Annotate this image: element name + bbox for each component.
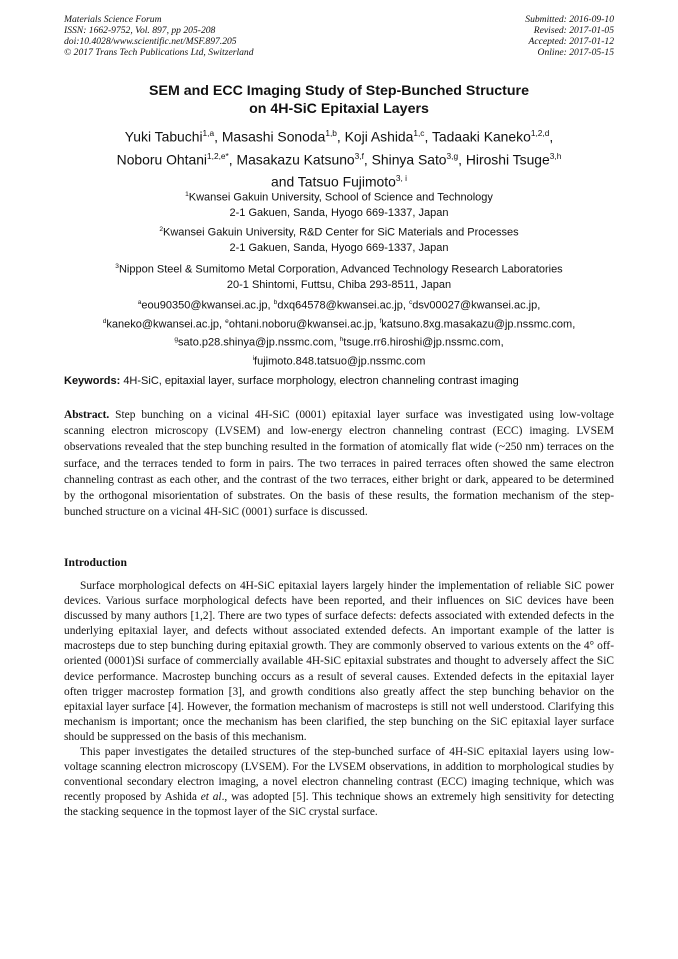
- paragraph: [64, 745, 614, 820]
- affil-address: 2-1 Gakuen, Sanda, Hyogo 669-1337, Japan: [229, 207, 449, 220]
- affiliation-3: [40, 259, 638, 294]
- email-mark: e: [225, 317, 229, 325]
- affil-institution: Nippon Steel & Sumitomo Metal Corporation, Advanced Technology Research Laboratories: [118, 263, 563, 276]
- online-date: Online: 2017-05-15: [537, 47, 614, 58]
- submitted-date: Submitted: 2016-09-10: [525, 14, 614, 25]
- email-address[interactable]: dsv00027@kwansei.ac.jp: [412, 299, 538, 312]
- affil-address: 2-1 Gakuen, Sanda, Hyogo 669-1337, Japan: [229, 242, 449, 255]
- paragraph-text: This paper investigates the detailed structures of the step-bunched surface of 4H-SiC epitaxial layers using low-voltage scanning electron microscopy (LVSEM). For the LVSEM observations, in addition to morphological studies by conventional secondary electron imaging, a novel electron channeling contrast (ECC) imaging technique, which was recently proposed by Ashida: [64, 746, 614, 804]
- author-affil-mark: 1,2,d: [530, 128, 550, 138]
- emails-line-1: $^a$eou90350@kwansei.ac.jp, $^b$dxq64578@kwansei.ac.jp, $^c$dsv00027@kwansei.ac.jp,: [137, 299, 541, 312]
- issn-volume: ISSN: 1662-9752, Vol. 897, pp 205-208: [64, 25, 216, 36]
- authors-line-2: [40, 147, 638, 170]
- email-address[interactable]: ohtani.noboru@kwansei.ac.jp: [228, 318, 374, 331]
- keywords-text: 4H-SiC, epitaxial layer, surface morphology, electron channeling contrast imaging: [123, 375, 519, 387]
- journal-header: [64, 14, 614, 58]
- paragraph-text: ., was adopted [5]. This technique shows an extremely high sensitivity for detecting the stacking sequence in the topmost layer of the SiC crystal surface.: [64, 791, 614, 819]
- introduction-heading: Introduction: [64, 556, 127, 569]
- author-name: and Tatsuo Fujimoto: [271, 173, 396, 190]
- author-affil-mark: 1,2,e*: [207, 150, 229, 161]
- abstract-label: Abstract.: [64, 409, 110, 421]
- title-line-2: on 4H-SiC Epitaxial Layers: [249, 101, 429, 117]
- affil-mark: 2: [159, 226, 164, 233]
- author-affil-mark: 1,b: [325, 128, 337, 138]
- author-name: Masakazu Katsuno: [236, 151, 355, 168]
- author-affil-mark: 1,c: [413, 128, 425, 138]
- author-separator: ,: [214, 128, 222, 145]
- email-mark: h: [339, 336, 344, 344]
- email-mark: i: [252, 354, 255, 362]
- email-address[interactable]: tsuge.rr6.hiroshi@jp.nssmc.com: [343, 336, 501, 349]
- accepted-date: Accepted: 2017-01-12: [528, 36, 614, 47]
- abstract: [64, 407, 614, 520]
- emails-line-4: [30, 351, 648, 370]
- author-list: [40, 124, 638, 192]
- author-separator: ,: [228, 151, 237, 168]
- author-separator: ,: [424, 128, 432, 145]
- email-mark: c: [409, 299, 413, 306]
- author-name: Hiroshi Tsuge: [465, 151, 550, 168]
- email-list: [30, 295, 648, 370]
- email-address[interactable]: dxq64578@kwansei.ac.jp: [277, 299, 403, 312]
- email-mark: b: [273, 299, 278, 306]
- emails-line-3: $^g$sato.p28.shinya@jp.nssmc.com, $^h$tsuge.rr6.hiroshi@jp.nssmc.com,: [174, 336, 504, 349]
- affiliation-1: [40, 187, 638, 222]
- affil-institution: Kwansei Gakuin University, R&D Center for SiC Materials and Processes: [163, 226, 519, 239]
- abstract-text: Step bunching on a vicinal 4H-SiC (0001) epitaxial layer surface was investigated using low-voltage scanning electron microscopy (LVSEM) and low-energy electron channeling contrast (ECC) imaging. LVSEM observations revealed that the step bunching resulted in the formation of atomically flat wide (~250 nm) terraces on the surface, and the terraces tended to form in pairs. The two terraces in paired terraces often showed the same electron channeling contrast as each other, and the contrast of the two terraces, either bright or dark, appeared to be determined by the orthogonal misorientation of substrates. On the basis of these results, the formation mechanism of the step-bunched structure on a vicinal 4H-SiC (0001) surface is discussed.: [64, 409, 614, 519]
- title-line-1: SEM and ECC Imaging Study of Step-Bunched Structure: [149, 83, 529, 99]
- email-address[interactable]: fujimoto.848.tatsuo@jp.nssmc.com: [254, 355, 426, 368]
- author-separator: ,: [363, 151, 372, 168]
- affil-address: 20-1 Shintomi, Futtsu, Chiba 293-8511, Japan: [226, 279, 452, 292]
- affil-mark: 3: [115, 263, 119, 270]
- email-address[interactable]: sato.p28.shinya@jp.nssmc.com: [178, 336, 334, 349]
- author-affil-mark: 3,g: [446, 150, 459, 161]
- paper-title: [40, 82, 638, 118]
- email-address[interactable]: kaneko@kwansei.ac.jp: [106, 318, 220, 331]
- paragraph-italic: et al: [200, 791, 222, 804]
- journal-name: Materials Science Forum: [64, 14, 162, 25]
- journal-info: [64, 14, 254, 58]
- affil-institution: Kwansei Gakuin University, School of Science and Technology: [188, 191, 493, 204]
- email-mark: d: [102, 317, 107, 325]
- keywords: [64, 374, 614, 389]
- author-name: Tadaaki Kaneko: [431, 128, 531, 145]
- affil-mark: 1: [185, 191, 189, 198]
- author-affil-mark: 3,f: [354, 150, 364, 161]
- publication-dates: [525, 14, 614, 58]
- author-affil-mark: 1,a: [202, 128, 215, 138]
- email-mark: f: [379, 317, 382, 325]
- author-separator: ,: [336, 128, 345, 145]
- paragraph: Surface morphological defects on 4H-SiC epitaxial layers largely hinder the implementation of reliable SiC power devices. Various surface morphological defects have been reported, and their influences on SiC devices have been discussed by many authors [1,2]. There are two types of surface defects: defects associated with extended defects in the underlying epitaxial layer, and defects without associated extended defects. An important example of the latter is macrosteps due to step bunching during epitaxial growth. They are commonly observed to various extents on the 4° off-oriented (0001)Si surface of commercially available 4H-SiC epitaxial substrates and thought to adversely affect the SiC device performance. Macrostep bunching occurs as a result of several causes. Extended defects in the epitaxial layer often trigger macrostep formation [3], and growth conditions also greatly affect the step bunching behavior on the epitaxial layer surface [4]. However, the formation mechanism of macrosteps is still not well understood. Clarifying this mechanism is important; once the mechanism has been clarified, the step bunching on the SiC epitaxial layer surface should be suppressed on the basis of this mechanism.: [64, 580, 614, 743]
- author-separator: ,: [458, 151, 466, 168]
- author-name: Masashi Sonoda: [221, 128, 326, 145]
- email-mark: a: [137, 299, 142, 306]
- authors-line-1: [40, 124, 638, 147]
- author-name: Koji Ashida: [344, 128, 414, 145]
- emails-line-2: $^d$kaneko@kwansei.ac.jp, $^e$ohtani.noboru@kwansei.ac.jp, $^f$katsuno.8xg.masakazu@jp.nssmc.com,: [102, 317, 576, 331]
- copyright: © 2017 Trans Tech Publications Ltd, Switzerland: [64, 47, 254, 58]
- author-affil-mark: 3,h: [549, 150, 562, 161]
- email-mark: g: [174, 336, 179, 344]
- introduction-body: [64, 579, 614, 821]
- email-address[interactable]: katsuno.8xg.masakazu@jp.nssmc.com: [381, 318, 573, 331]
- keywords-label: Keywords:: [64, 375, 121, 387]
- author-name: Yuki Tabuchi: [124, 128, 203, 145]
- doi[interactable]: doi:10.4028/www.scientific.net/MSF.897.205: [64, 36, 237, 47]
- author-affil-mark: 3, i: [395, 173, 407, 184]
- author-separator: ,: [549, 128, 554, 145]
- revised-date: Revised: 2017-01-05: [533, 25, 614, 36]
- author-name: Shinya Sato: [371, 151, 447, 168]
- affiliation-2: [40, 222, 638, 257]
- author-name: Noboru Ohtani: [116, 151, 208, 168]
- email-address[interactable]: eou90350@kwansei.ac.jp: [141, 299, 268, 312]
